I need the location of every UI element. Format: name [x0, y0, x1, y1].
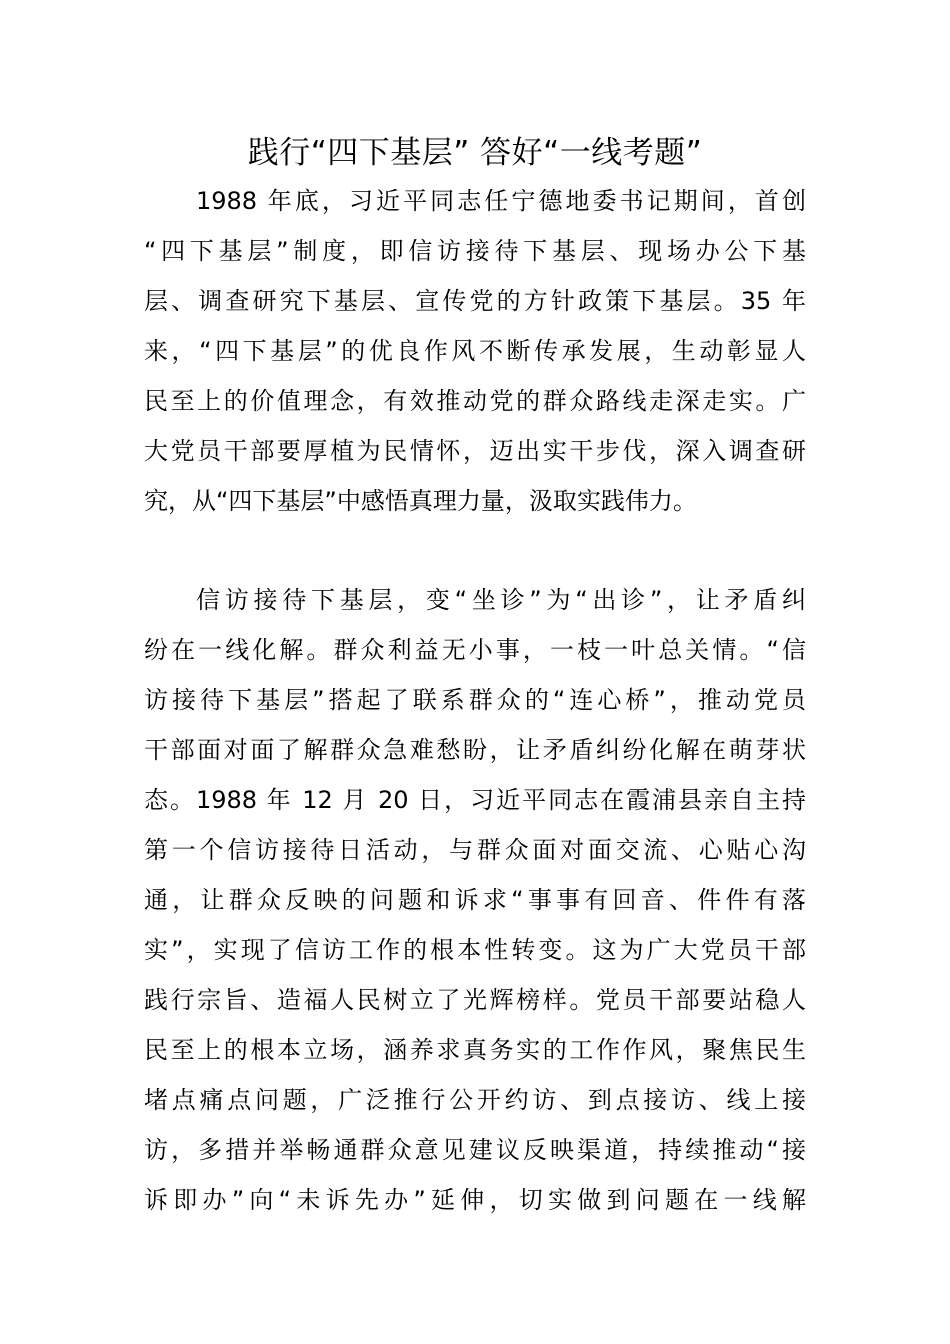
paragraph-2-line-2: 纷在一线化解。群众利益无小事，一枝一叶总关情。“信 — [144, 636, 806, 664]
paragraph-1-line-2: “四下基层”制度，即信访接待下基层、现场办公下基 — [144, 237, 806, 265]
paragraph-2-line-13: 诉即办”向“未诉先办”延伸，切实做到问题在一线解 — [144, 1186, 806, 1214]
document-title: 践行“四下基层” 答好“一线考题” — [247, 135, 703, 171]
paragraph-2-line-10: 民至上的根本立场，涵养求真务实的工作作风，聚焦民生 — [144, 1036, 806, 1064]
paragraph-2-line-6: 第一个信访接待日活动，与群众面对面交流、心贴心沟 — [144, 836, 806, 864]
paragraph-1-line-4: 来，“四下基层”的优良作风不断传承发展，生动彰显人 — [144, 337, 806, 365]
paragraph-1-line-3: 层、调查研究下基层、宣传党的方针政策下基层。35 年 — [144, 287, 806, 315]
paragraph-2-line-11: 堵点痛点问题，广泛推行公开约访、到点接访、线上接 — [144, 1086, 806, 1114]
paragraph-1-line-6: 大党员干部要厚植为民情怀，迈出实干步伐，深入调查研 — [144, 437, 806, 465]
paragraph-2-line-5: 态。1988 年 12 月 20 日，习近平同志在霞浦县亲自主持 — [144, 786, 806, 814]
paragraph-2-line-12: 访，多措并举畅通群众意见建议反映渠道，持续推动“接 — [144, 1136, 806, 1164]
paragraph-1-line-5: 民至上的价值理念，有效推动党的群众路线走深走实。广 — [144, 387, 806, 415]
paragraph-2-line-3: 访接待下基层”搭起了联系群众的“连心桥”，推动党员 — [144, 686, 806, 714]
paragraph-2-line-8: 实”，实现了信访工作的根本性转变。这为广大党员干部 — [144, 936, 806, 964]
paragraph-1-line-1: 1988 年底，习近平同志任宁德地委书记期间，首创 — [196, 187, 806, 215]
paragraph-2-line-4: 干部面对面了解群众急难愁盼，让矛盾纠纷化解在萌芽状 — [144, 736, 806, 764]
paragraph-2-line-9: 践行宗旨、造福人民树立了光辉榜样。党员干部要站稳人 — [144, 986, 806, 1014]
paragraph-2-line-1: 信访接待下基层，变“坐诊”为“出诊”，让矛盾纠 — [196, 586, 806, 614]
paragraph-2-line-7: 通，让群众反映的问题和诉求“事事有回音、件件有落 — [144, 886, 806, 914]
paragraph-1-line-7: 究，从“四下基层”中感悟真理力量，汲取实践伟力。 — [144, 487, 697, 515]
